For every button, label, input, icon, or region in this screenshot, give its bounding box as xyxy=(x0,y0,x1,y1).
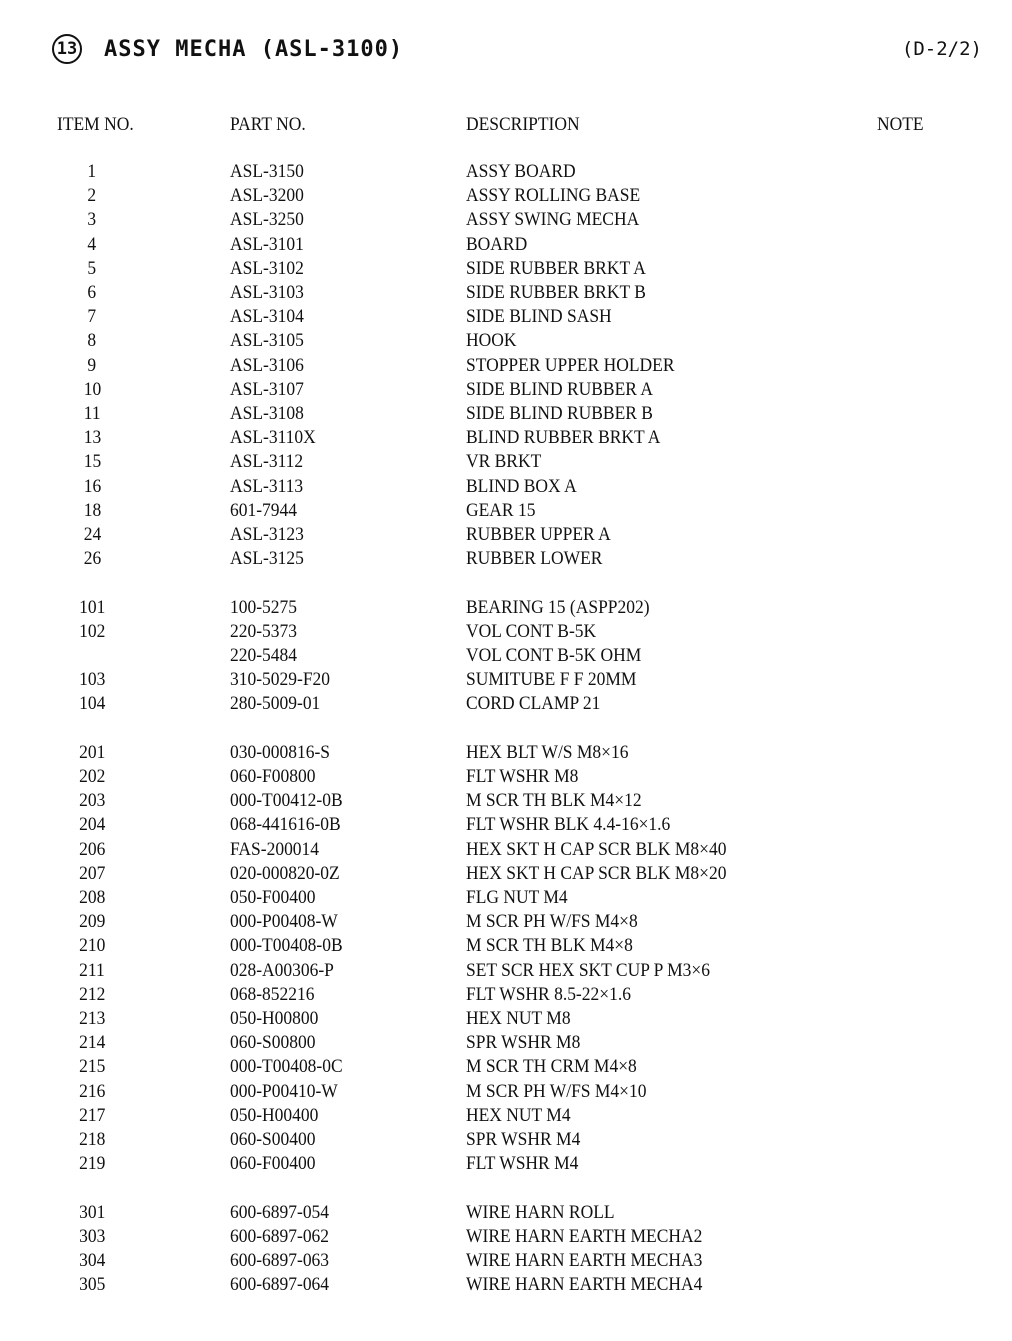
table-row xyxy=(0,184,1012,208)
description: FLT WSHR M8 xyxy=(466,766,579,787)
header-note: NOTE xyxy=(877,114,924,135)
part-number: 068-852216 xyxy=(230,984,315,1005)
part-number: 600-6897-054 xyxy=(230,1202,330,1223)
item-number: 15 xyxy=(83,451,101,472)
item-number: 219 xyxy=(78,1153,106,1174)
item-number: 13 xyxy=(83,427,101,448)
section-number-badge: 13 xyxy=(52,34,82,64)
part-number: 028-A00306-P xyxy=(230,960,334,981)
table-row xyxy=(0,160,1012,184)
description: VOL CONT B-5K OHM xyxy=(466,645,642,666)
part-number: 000-P00408-W xyxy=(230,911,338,932)
part-number: 050-F00400 xyxy=(230,887,316,908)
table-row xyxy=(0,402,1012,426)
table-row xyxy=(0,789,1012,813)
table-row xyxy=(0,862,1012,886)
table-row xyxy=(0,257,1012,281)
table-row xyxy=(0,1249,1012,1273)
item-number: 208 xyxy=(78,887,106,908)
description: BOARD xyxy=(466,234,528,255)
item-number xyxy=(60,644,124,668)
table-row xyxy=(0,620,1012,644)
item-number: 214 xyxy=(78,1032,106,1053)
item-number: 202 xyxy=(78,766,106,787)
part-number: ASL-3106 xyxy=(230,355,304,376)
table-row xyxy=(0,886,1012,910)
description: M SCR PH W/FS M4×8 xyxy=(466,911,638,932)
table-row xyxy=(0,499,1012,523)
description: SPR WSHR M4 xyxy=(466,1129,581,1150)
item-number: 102 xyxy=(78,621,106,642)
table-row xyxy=(0,475,1012,499)
part-number: 000-P00410-W xyxy=(230,1081,338,1102)
part-number: 060-F00800 xyxy=(230,766,316,787)
item-number: 201 xyxy=(78,742,106,763)
item-number: 215 xyxy=(78,1056,106,1077)
part-number: ASL-3123 xyxy=(230,524,304,545)
table-row xyxy=(0,1055,1012,1079)
item-number: 16 xyxy=(83,476,101,497)
item-number: 211 xyxy=(79,960,105,981)
item-number: 1 xyxy=(87,161,97,182)
table-row xyxy=(0,305,1012,329)
item-number: 26 xyxy=(83,548,101,569)
part-number: 030-000816-S xyxy=(230,742,331,763)
part-number: 060-S00400 xyxy=(230,1129,316,1150)
table-row xyxy=(0,644,1012,668)
description: FLT WSHR M4 xyxy=(466,1153,579,1174)
description: RUBBER UPPER A xyxy=(466,524,611,545)
table-row xyxy=(0,959,1012,983)
part-number: ASL-3108 xyxy=(230,403,304,424)
item-number: 218 xyxy=(78,1129,106,1150)
part-number: 020-000820-0Z xyxy=(230,863,340,884)
table-row xyxy=(0,450,1012,474)
section-title xyxy=(52,34,403,64)
description: RUBBER LOWER xyxy=(466,548,603,569)
page-reference: (D-2/2) xyxy=(901,38,982,60)
part-number: 050-H00800 xyxy=(230,1008,319,1029)
description: ASSY ROLLING BASE xyxy=(466,185,641,206)
table-row xyxy=(0,426,1012,450)
part-number: ASL-3125 xyxy=(230,548,304,569)
part-number: 068-441616-0B xyxy=(230,814,341,835)
table-row xyxy=(0,668,1012,692)
table-row xyxy=(0,983,1012,1007)
item-number: 305 xyxy=(78,1274,106,1295)
description: HEX NUT M4 xyxy=(466,1105,571,1126)
part-number: ASL-3110X xyxy=(230,427,316,448)
description: WIRE HARN EARTH MECHA3 xyxy=(466,1250,703,1271)
description: SIDE BLIND RUBBER A xyxy=(466,379,653,400)
item-number: 207 xyxy=(78,863,106,884)
header-part-no: PART NO. xyxy=(230,114,306,135)
description: FLT WSHR BLK 4.4-16×1.6 xyxy=(466,814,671,835)
description: HEX BLT W/S M8×16 xyxy=(466,742,629,763)
part-number: ASL-3101 xyxy=(230,234,304,255)
header-item-no: ITEM NO. xyxy=(57,114,134,135)
part-number: 600-6897-062 xyxy=(230,1226,330,1247)
description: BLIND RUBBER BRKT A xyxy=(466,427,661,448)
table-row xyxy=(0,1152,1012,1176)
item-number: 7 xyxy=(87,306,97,327)
part-number: 100-5275 xyxy=(230,597,298,618)
item-number: 10 xyxy=(83,379,101,400)
table-row xyxy=(0,1201,1012,1225)
item-number: 4 xyxy=(87,234,97,255)
table-row xyxy=(0,1104,1012,1128)
table-row xyxy=(0,1007,1012,1031)
description: HOOK xyxy=(466,330,517,351)
description: GEAR 15 xyxy=(466,500,536,521)
item-number: 9 xyxy=(87,355,97,376)
item-number: 203 xyxy=(78,790,106,811)
part-number: 601-7944 xyxy=(230,500,298,521)
description: M SCR TH BLK M4×8 xyxy=(466,935,633,956)
item-number: 216 xyxy=(78,1081,106,1102)
description: SPR WSHR M8 xyxy=(466,1032,581,1053)
description: HEX NUT M8 xyxy=(466,1008,571,1029)
description: ASSY BOARD xyxy=(466,161,576,182)
description: M SCR PH W/FS M4×10 xyxy=(466,1081,647,1102)
item-number: 304 xyxy=(78,1250,106,1271)
description: HEX SKT H CAP SCR BLK M8×40 xyxy=(466,839,727,860)
part-number: ASL-3104 xyxy=(230,306,304,327)
table-row xyxy=(0,1031,1012,1055)
table-row xyxy=(0,523,1012,547)
description: CORD CLAMP 21 xyxy=(466,693,601,714)
description: WIRE HARN ROLL xyxy=(466,1202,615,1223)
part-number: 600-6897-064 xyxy=(230,1274,330,1295)
description: SIDE BLIND RUBBER B xyxy=(466,403,653,424)
item-number: 101 xyxy=(78,597,106,618)
description: STOPPER UPPER HOLDER xyxy=(466,355,675,376)
part-number: 000-T00412-0B xyxy=(230,790,343,811)
table-row xyxy=(0,741,1012,765)
table-row xyxy=(0,329,1012,353)
description: SIDE RUBBER BRKT A xyxy=(466,258,646,279)
description: BEARING 15 (ASPP202) xyxy=(466,597,650,618)
part-number: ASL-3113 xyxy=(230,476,304,497)
part-number: 000-T00408-0C xyxy=(230,1056,343,1077)
description: VR BRKT xyxy=(466,451,542,472)
table-row xyxy=(0,378,1012,402)
table-row xyxy=(0,934,1012,958)
table-row xyxy=(0,813,1012,837)
item-number: 8 xyxy=(87,330,97,351)
part-number: 000-T00408-0B xyxy=(230,935,343,956)
item-number: 11 xyxy=(83,403,101,424)
table-row xyxy=(0,765,1012,789)
description: SIDE BLIND SASH xyxy=(466,306,612,327)
description: SIDE RUBBER BRKT B xyxy=(466,282,646,303)
part-number: ASL-3150 xyxy=(230,161,304,182)
table-row xyxy=(0,233,1012,257)
description: FLT WSHR 8.5-22×1.6 xyxy=(466,984,631,1005)
table-row xyxy=(0,596,1012,620)
item-number: 104 xyxy=(78,693,106,714)
item-number: 303 xyxy=(78,1226,106,1247)
table-row xyxy=(0,1080,1012,1104)
item-number: 6 xyxy=(87,282,97,303)
part-number: 280-5009-01 xyxy=(230,693,321,714)
part-number: FAS-200014 xyxy=(230,839,320,860)
description: HEX SKT H CAP SCR BLK M8×20 xyxy=(466,863,727,884)
part-number: 600-6897-063 xyxy=(230,1250,330,1271)
description: WIRE HARN EARTH MECHA2 xyxy=(466,1226,703,1247)
part-number: 050-H00400 xyxy=(230,1105,319,1126)
table-row xyxy=(0,354,1012,378)
item-number: 5 xyxy=(87,258,97,279)
item-number: 217 xyxy=(78,1105,106,1126)
header-description: DESCRIPTION xyxy=(466,114,580,135)
part-number: ASL-3112 xyxy=(230,451,304,472)
part-number: 220-5373 xyxy=(230,621,298,642)
part-number: ASL-3105 xyxy=(230,330,304,351)
part-number: ASL-3102 xyxy=(230,258,304,279)
item-number: 209 xyxy=(78,911,106,932)
item-number: 2 xyxy=(87,185,97,206)
page-title: ASSY MECHA (ASL-3100) xyxy=(104,36,404,62)
description: WIRE HARN EARTH MECHA4 xyxy=(466,1274,703,1295)
table-row xyxy=(0,1225,1012,1249)
table-row xyxy=(0,281,1012,305)
table-row xyxy=(0,838,1012,862)
part-number: ASL-3200 xyxy=(230,185,304,206)
description: VOL CONT B-5K xyxy=(466,621,597,642)
item-number: 24 xyxy=(83,524,101,545)
description: BLIND BOX A xyxy=(466,476,577,497)
part-number: 310-5029-F20 xyxy=(230,669,331,690)
table-row xyxy=(0,1128,1012,1152)
table-row xyxy=(0,208,1012,232)
description: M SCR TH CRM M4×8 xyxy=(466,1056,637,1077)
item-number: 18 xyxy=(83,500,101,521)
part-number: 220-5484 xyxy=(230,645,298,666)
table-row xyxy=(0,1273,1012,1297)
item-number: 301 xyxy=(78,1202,106,1223)
part-number: ASL-3107 xyxy=(230,379,304,400)
description: M SCR TH BLK M4×12 xyxy=(466,790,642,811)
description: SUMITUBE F F 20MM xyxy=(466,669,637,690)
part-number: ASL-3250 xyxy=(230,209,304,230)
item-number: 3 xyxy=(87,209,97,230)
description: ASSY SWING MECHA xyxy=(466,209,640,230)
table-row xyxy=(0,910,1012,934)
item-number: 213 xyxy=(78,1008,106,1029)
description: SET SCR HEX SKT CUP P M3×6 xyxy=(466,960,710,981)
item-number: 206 xyxy=(78,839,106,860)
item-number: 204 xyxy=(78,814,106,835)
item-number: 103 xyxy=(78,669,106,690)
part-number: ASL-3103 xyxy=(230,282,304,303)
description: FLG NUT M4 xyxy=(466,887,568,908)
table-row xyxy=(0,692,1012,716)
table-row xyxy=(0,547,1012,571)
part-number: 060-S00800 xyxy=(230,1032,316,1053)
part-number: 060-F00400 xyxy=(230,1153,316,1174)
item-number: 210 xyxy=(78,935,106,956)
item-number: 212 xyxy=(78,984,106,1005)
